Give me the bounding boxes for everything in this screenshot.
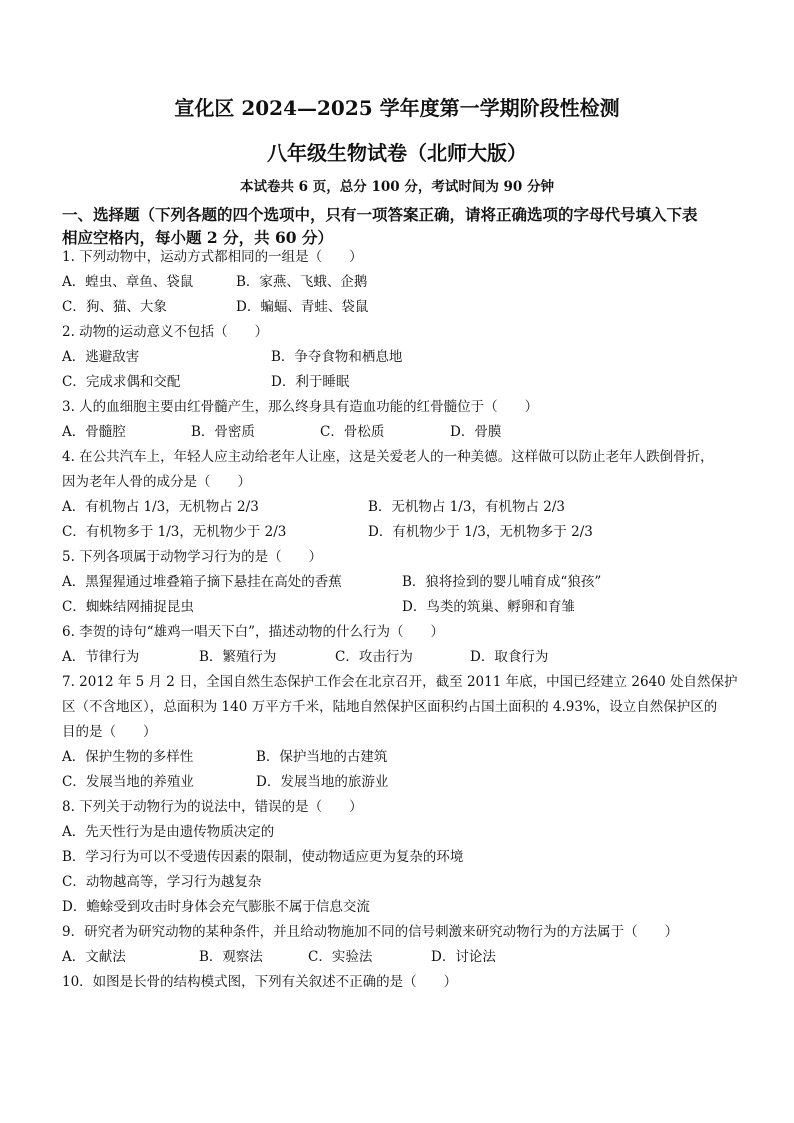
option-b: B．家燕、飞蛾、企鹅 — [236, 274, 368, 290]
question-stem: 5. 下列各项属于动物学习行为的是（ ） — [62, 549, 323, 565]
question-stem: 10．如图是长骨的结构模式图，下列有关叙述不正确的是（ ） — [62, 974, 458, 990]
option-a: A．先天性行为是由遗传物质决定的 — [62, 824, 275, 840]
question-stem: 因为老年人骨的成分是（ ） — [62, 474, 251, 490]
option-c: C．攻击行为 — [335, 649, 413, 665]
question-stem: 3. 人的血细胞主要由红骨髓产生，那么终身具有造血功能的红骨髓位于（ ） — [62, 399, 539, 415]
question-stem: 6. 李贺的诗句“雄鸡一唱天下白”，描述动物的什么行为（ ） — [62, 624, 444, 640]
option-c: C．骨松质 — [320, 424, 385, 440]
option-d: D．蟾蜍受到攻击时身体会充气膨胀不属于信息交流 — [62, 899, 370, 915]
option-a: A．保护生物的多样性 — [62, 749, 194, 765]
option-d: D．有机物少于 1/3，无机物多于 2/3 — [368, 524, 593, 540]
option-b: B．无机物占 1/3，有机物占 2/3 — [368, 499, 565, 515]
option-c: C．动物越高等，学习行为越复杂 — [62, 874, 262, 890]
exam-info: 本试卷共 6 页，总分 100 分，考试时间为 90 分钟 — [239, 179, 555, 195]
option-b: B．观察法 — [199, 949, 263, 965]
section-heading-line1: 一、选择题（下列各题的四个选项中，只有一项答案正确，请将正确选项的字母代号填入下表 — [62, 205, 698, 224]
exam-subtitle: 八年级生物试卷（北师大版） — [267, 141, 527, 165]
option-b: B．争夺食物和栖息地 — [271, 349, 403, 365]
option-c: C．发展当地的养殖业 — [62, 774, 194, 790]
option-a: A．逃避敌害 — [62, 349, 140, 365]
option-c: C．狗、猫、大象 — [62, 299, 167, 315]
option-c: C．实验法 — [308, 949, 373, 965]
option-d: D．讨论法 — [431, 949, 496, 965]
question-stem: 9．研究者为研究动物的某种条件，并且给动物施加不同的信号刺激来研究动物行为的方法属于（ ） — [62, 924, 679, 940]
option-b: B．保护当地的古建筑 — [256, 749, 388, 765]
option-d: D．蝙蝠、青蛙、袋鼠 — [236, 299, 369, 315]
option-d: D．骨膜 — [450, 424, 502, 440]
option-a: A．蝗虫、章鱼、袋鼠 — [62, 274, 194, 290]
option-d: D．鸟类的筑巢、孵卵和育雏 — [402, 599, 575, 615]
option-d: D．取食行为 — [470, 649, 549, 665]
question-stem: 区（不含地区），总面积为 140 万平方千米，陆地自然保护区面积约占国土面积的 4.93%，设立自然保护区的 — [62, 699, 718, 715]
question-stem: 4. 在公共汽车上，年轻人应主动给老年人让座，这是关爱老人的一种美德。这样做可以防止老年人跌倒骨折， — [62, 449, 714, 465]
option-a: A．骨髓腔 — [62, 424, 126, 440]
section-heading-line2: 相应空格内，每小题 2 分，共 60 分） — [62, 228, 333, 247]
option-c: C．完成求偶和交配 — [62, 374, 181, 390]
option-a: A．有机物占 1/3，无机物占 2/3 — [62, 499, 259, 515]
question-stem: 目的是（ ） — [62, 724, 157, 740]
question-stem: 8. 下列关于动物行为的说法中，错误的是（ ） — [62, 799, 363, 815]
question-stem: 2. 动物的运动意义不包括（ ） — [62, 324, 269, 340]
option-c: C．有机物多于 1/3，无机物少于 2/3 — [62, 524, 287, 540]
question-stem: 7. 2012 年 5 月 2 日，全国自然生态保护工作会在北京召开，截至 2011 年底，中国已经建立 2640 处自然保护 — [62, 674, 738, 690]
question-stem: 1. 下列动物中，运动方式都相同的一组是（ ） — [62, 249, 363, 265]
option-b: B．繁殖行为 — [199, 649, 277, 665]
option-a: A．节律行为 — [62, 649, 140, 665]
option-b: B．骨密质 — [191, 424, 255, 440]
option-b: B．学习行为可以不受遗传因素的限制，使动物适应更为复杂的环境 — [62, 849, 464, 865]
option-d: D．利于睡眠 — [271, 374, 350, 390]
option-d: D．发展当地的旅游业 — [256, 774, 389, 790]
option-a: A．文献法 — [62, 949, 126, 965]
exam-title: 宣化区 2024—2025 学年度第一学期阶段性检测 — [174, 96, 620, 120]
option-c: C．蜘蛛结网捕捉昆虫 — [62, 599, 194, 615]
option-b: B．狼将捡到的婴儿哺育成“狼孩” — [402, 574, 602, 590]
option-a: A．黑猩猩通过堆叠箱子摘下悬挂在高处的香蕉 — [62, 574, 342, 590]
